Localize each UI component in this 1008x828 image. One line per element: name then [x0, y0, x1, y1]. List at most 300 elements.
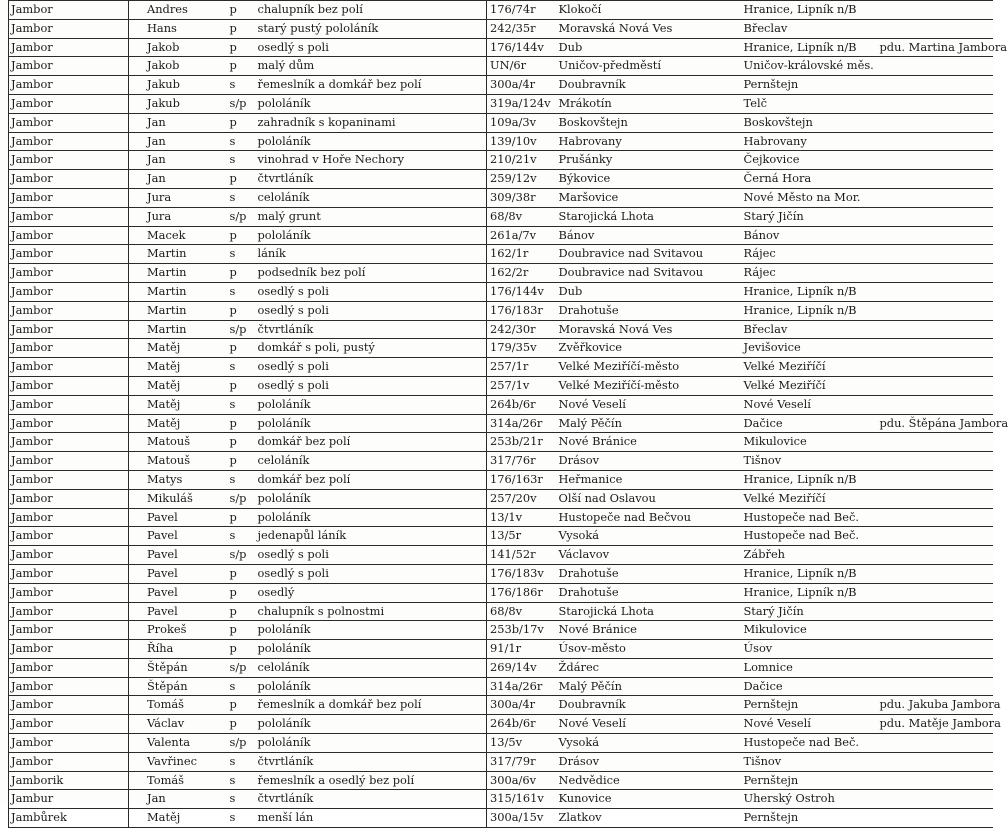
note-cell — [868, 339, 993, 358]
first-name-cell: Martin — [129, 301, 226, 320]
property-cell: vinohrad v Hoře Nechory — [254, 151, 487, 170]
reference-cell: 300a/4r — [487, 76, 557, 95]
surname-cell: Jambor — [9, 489, 129, 508]
note-cell — [868, 320, 993, 339]
table-row — [9, 696, 993, 715]
status-cell: s — [226, 771, 254, 790]
reference-cell: 179/35v — [487, 339, 557, 358]
note-cell — [868, 57, 993, 76]
surname-cell: Jambor — [9, 19, 129, 38]
table-row — [9, 132, 993, 151]
first-name-cell: Pavel — [129, 546, 226, 565]
surname-cell: Jambor — [9, 282, 129, 301]
first-name-cell: Matouš — [129, 433, 226, 452]
table-row — [9, 264, 993, 283]
table-row — [9, 207, 993, 226]
district-cell: Starý Jičín — [742, 207, 868, 226]
status-cell: p — [226, 1, 254, 20]
table-row — [9, 339, 993, 358]
status-cell: p — [226, 19, 254, 38]
status-cell: p — [226, 301, 254, 320]
reference-cell: 269/14v — [487, 658, 557, 677]
district-cell: Starý Jičín — [742, 602, 868, 621]
property-cell: čtvrtláník — [254, 170, 487, 189]
property-cell: osedlý s poli — [254, 358, 487, 377]
note-cell — [868, 113, 993, 132]
status-cell: s/p — [226, 207, 254, 226]
surname-cell: Jambor — [9, 677, 129, 696]
surname-cell: Jambor — [9, 546, 129, 565]
first-name-cell: Václav — [129, 715, 226, 734]
first-name-cell: Andres — [129, 1, 226, 20]
property-cell: pololáník — [254, 489, 487, 508]
surname-cell: Jambor — [9, 433, 129, 452]
first-name-cell: Jura — [129, 207, 226, 226]
reference-cell: 162/2r — [487, 264, 557, 283]
surname-cell: Jambor — [9, 658, 129, 677]
table-row — [9, 376, 993, 395]
place-cell: Doubravice nad Svitavou — [557, 264, 742, 283]
table-row — [9, 301, 993, 320]
note-cell — [868, 734, 993, 753]
property-cell: osedlý s poli — [254, 546, 487, 565]
place-cell: Doubravník — [557, 76, 742, 95]
note-cell — [868, 226, 993, 245]
first-name-cell: Jakob — [129, 38, 226, 57]
district-cell: Velké Meziříčí — [742, 358, 868, 377]
property-cell: čtvrtláník — [254, 320, 487, 339]
table-row — [9, 94, 993, 113]
reference-cell: 162/1r — [487, 245, 557, 264]
surname-cell: Jambor — [9, 339, 129, 358]
property-cell: pololáník — [254, 414, 487, 433]
status-cell: p — [226, 38, 254, 57]
place-cell: Nové Veselí — [557, 395, 742, 414]
note-cell — [868, 301, 993, 320]
property-cell: domkář s poli, pustý — [254, 339, 487, 358]
reference-cell: 309/38r — [487, 188, 557, 207]
surname-cell: Jambor — [9, 170, 129, 189]
note-cell — [868, 1, 993, 20]
note-cell — [868, 771, 993, 790]
place-cell: Dub — [557, 282, 742, 301]
property-cell: osedlý s poli — [254, 564, 487, 583]
reference-cell: 139/10v — [487, 132, 557, 151]
surname-cell: Jambor — [9, 245, 129, 264]
note-cell: pdu. Štěpána Jambora — [868, 414, 993, 433]
district-cell: Hranice, Lipník n/B — [742, 301, 868, 320]
place-cell: Hustopeče nad Bečvou — [557, 508, 742, 527]
table-row — [9, 38, 993, 57]
district-cell: Břeclav — [742, 320, 868, 339]
place-cell: Velké Meziříčí-město — [557, 358, 742, 377]
first-name-cell: Jakub — [129, 76, 226, 95]
note-cell — [868, 621, 993, 640]
reference-cell: 176/144v — [487, 38, 557, 57]
register-table — [8, 0, 1008, 828]
reference-cell: 259/12v — [487, 170, 557, 189]
note-cell — [868, 395, 993, 414]
district-cell: Velké Meziříčí — [742, 376, 868, 395]
property-cell: malý grunt — [254, 207, 487, 226]
note-cell — [868, 790, 993, 809]
first-name-cell: Matouš — [129, 452, 226, 471]
surname-cell: Jambor — [9, 696, 129, 715]
note-cell — [868, 188, 993, 207]
status-cell: p — [226, 376, 254, 395]
reference-cell: 176/74r — [487, 1, 557, 20]
property-cell: celoláník — [254, 658, 487, 677]
reference-cell: 257/1v — [487, 376, 557, 395]
place-cell: Olší nad Oslavou — [557, 489, 742, 508]
place-cell: Nové Bránice — [557, 433, 742, 452]
status-cell: s — [226, 809, 254, 828]
reference-cell: 13/5v — [487, 734, 557, 753]
first-name-cell: Jan — [129, 113, 226, 132]
place-cell: Ždárec — [557, 658, 742, 677]
note-cell — [868, 527, 993, 546]
status-cell: p — [226, 226, 254, 245]
place-cell: Prušánky — [557, 151, 742, 170]
district-cell: Hranice, Lipník n/B — [742, 38, 868, 57]
first-name-cell: Matěj — [129, 414, 226, 433]
surname-cell: Jambůrek — [9, 809, 129, 828]
district-cell: Telč — [742, 94, 868, 113]
status-cell: s — [226, 188, 254, 207]
status-cell: p — [226, 564, 254, 583]
status-cell: s — [226, 395, 254, 414]
property-cell: jedenapůl láník — [254, 527, 487, 546]
property-cell: pololáník — [254, 226, 487, 245]
note-cell — [868, 151, 993, 170]
district-cell: Hranice, Lipník n/B — [742, 564, 868, 583]
table-row — [9, 583, 993, 602]
status-cell: s/p — [226, 94, 254, 113]
place-cell: Drásov — [557, 452, 742, 471]
place-cell: Zvěřkovice — [557, 339, 742, 358]
first-name-cell: Pavel — [129, 564, 226, 583]
property-cell: pololáník — [254, 132, 487, 151]
table-row — [9, 282, 993, 301]
first-name-cell: Martin — [129, 245, 226, 264]
surname-cell: Jambor — [9, 564, 129, 583]
table-row — [9, 640, 993, 659]
district-cell: Hranice, Lipník n/B — [742, 1, 868, 20]
status-cell: p — [226, 621, 254, 640]
status-cell: s/p — [226, 546, 254, 565]
place-cell: Vysoká — [557, 734, 742, 753]
property-cell: chalupník bez polí — [254, 1, 487, 20]
property-cell: řemeslník a domkář bez polí — [254, 76, 487, 95]
district-cell: Uničov-královské měs. — [742, 57, 868, 76]
table-row — [9, 508, 993, 527]
table-row — [9, 226, 993, 245]
first-name-cell: Martin — [129, 320, 226, 339]
property-cell: pololáník — [254, 508, 487, 527]
property-cell: osedlý s poli — [254, 38, 487, 57]
note-cell — [868, 546, 993, 565]
property-cell: láník — [254, 245, 487, 264]
reference-cell: 261a/7v — [487, 226, 557, 245]
first-name-cell: Tomáš — [129, 696, 226, 715]
table-row — [9, 677, 993, 696]
note-cell — [868, 76, 993, 95]
status-cell: p — [226, 170, 254, 189]
status-cell: p — [226, 339, 254, 358]
surname-cell: Jambor — [9, 470, 129, 489]
place-cell: Drahotuše — [557, 301, 742, 320]
first-name-cell: Jakob — [129, 57, 226, 76]
reference-cell: 300a/15v — [487, 809, 557, 828]
place-cell: Zlatkov — [557, 809, 742, 828]
reference-cell: 319a/124v — [487, 94, 557, 113]
place-cell: Drásov — [557, 752, 742, 771]
note-cell — [868, 207, 993, 226]
district-cell: Zábřeh — [742, 546, 868, 565]
reference-cell: 176/183r — [487, 301, 557, 320]
reference-cell: 257/20v — [487, 489, 557, 508]
property-cell: řemeslník a domkář bez polí — [254, 696, 487, 715]
first-name-cell: Říha — [129, 640, 226, 659]
district-cell: Rájec — [742, 245, 868, 264]
table-row — [9, 752, 993, 771]
table-row — [9, 76, 993, 95]
reference-cell: 317/79r — [487, 752, 557, 771]
surname-cell: Jambor — [9, 151, 129, 170]
place-cell: Drahotuše — [557, 564, 742, 583]
reference-cell: 13/5r — [487, 527, 557, 546]
surname-cell: Jambor — [9, 640, 129, 659]
surname-cell: Jambor — [9, 527, 129, 546]
reference-cell: UN/6r — [487, 57, 557, 76]
register-rows — [9, 1, 1008, 828]
surname-cell: Jambor — [9, 376, 129, 395]
place-cell: Nové Veselí — [557, 715, 742, 734]
reference-cell: 176/163r — [487, 470, 557, 489]
place-cell: Býkovice — [557, 170, 742, 189]
note-cell — [868, 489, 993, 508]
table-row — [9, 621, 993, 640]
place-cell: Starojická Lhota — [557, 602, 742, 621]
status-cell: p — [226, 583, 254, 602]
note-cell — [868, 602, 993, 621]
property-cell: pololáník — [254, 640, 487, 659]
note-cell — [868, 470, 993, 489]
surname-cell: Jambor — [9, 752, 129, 771]
reference-cell: 13/1v — [487, 508, 557, 527]
status-cell: p — [226, 508, 254, 527]
reference-cell: 257/1r — [487, 358, 557, 377]
table-row — [9, 188, 993, 207]
property-cell: osedlý s poli — [254, 301, 487, 320]
property-cell: čtvrtláník — [254, 752, 487, 771]
table-row — [9, 452, 993, 471]
status-cell: p — [226, 414, 254, 433]
reference-cell: 68/8v — [487, 602, 557, 621]
table-row — [9, 734, 993, 753]
table-row — [9, 414, 993, 433]
status-cell: p — [226, 57, 254, 76]
note-cell — [868, 433, 993, 452]
note-cell — [868, 132, 993, 151]
reference-cell: 176/144v — [487, 282, 557, 301]
surname-cell: Jambor — [9, 358, 129, 377]
place-cell: Boskovštejn — [557, 113, 742, 132]
first-name-cell: Pavel — [129, 602, 226, 621]
reference-cell: 264b/6r — [487, 395, 557, 414]
property-cell: osedlý s poli — [254, 282, 487, 301]
reference-cell: 176/186r — [487, 583, 557, 602]
status-cell: p — [226, 696, 254, 715]
status-cell: s — [226, 527, 254, 546]
district-cell: Nové Veselí — [742, 395, 868, 414]
note-cell — [868, 264, 993, 283]
note-cell — [868, 452, 993, 471]
first-name-cell: Martin — [129, 264, 226, 283]
district-cell: Jevišovice — [742, 339, 868, 358]
district-cell: Uherský Ostroh — [742, 790, 868, 809]
district-cell: Hustopeče nad Beč. — [742, 734, 868, 753]
surname-cell: Jambor — [9, 207, 129, 226]
first-name-cell: Jan — [129, 790, 226, 809]
first-name-cell: Štěpán — [129, 658, 226, 677]
district-cell: Bánov — [742, 226, 868, 245]
note-cell — [868, 170, 993, 189]
first-name-cell: Štěpán — [129, 677, 226, 696]
first-name-cell: Matěj — [129, 339, 226, 358]
status-cell: p — [226, 715, 254, 734]
property-cell: chalupník s polnostmi — [254, 602, 487, 621]
district-cell: Dačice — [742, 677, 868, 696]
place-cell: Václavov — [557, 546, 742, 565]
status-cell: s — [226, 790, 254, 809]
surname-cell: Jambor — [9, 414, 129, 433]
note-cell — [868, 376, 993, 395]
note-cell: pdu. Matěje Jambora — [868, 715, 993, 734]
table-row — [9, 113, 993, 132]
district-cell: Hranice, Lipník n/B — [742, 470, 868, 489]
district-cell: Boskovštejn — [742, 113, 868, 132]
district-cell: Tišnov — [742, 452, 868, 471]
status-cell: s — [226, 752, 254, 771]
surname-cell: Jambor — [9, 226, 129, 245]
note-cell — [868, 282, 993, 301]
note-cell — [868, 583, 993, 602]
status-cell: s/p — [226, 658, 254, 677]
first-name-cell: Matěj — [129, 395, 226, 414]
first-name-cell: Matys — [129, 470, 226, 489]
district-cell: Čejkovice — [742, 151, 868, 170]
note-cell — [868, 752, 993, 771]
surname-cell: Jamborik — [9, 771, 129, 790]
table-row — [9, 395, 993, 414]
first-name-cell: Jan — [129, 151, 226, 170]
first-name-cell: Macek — [129, 226, 226, 245]
place-cell: Starojická Lhota — [557, 207, 742, 226]
property-cell: starý pustý pololáník — [254, 19, 487, 38]
first-name-cell: Tomáš — [129, 771, 226, 790]
note-cell — [868, 358, 993, 377]
surname-cell: Jambor — [9, 715, 129, 734]
table-row — [9, 245, 993, 264]
place-cell: Habrovany — [557, 132, 742, 151]
district-cell: Velké Meziříčí — [742, 489, 868, 508]
district-cell: Pernštejn — [742, 771, 868, 790]
table-row — [9, 658, 993, 677]
first-name-cell: Pavel — [129, 508, 226, 527]
place-cell: Malý Pěčín — [557, 414, 742, 433]
place-cell: Moravská Nová Ves — [557, 19, 742, 38]
surname-cell: Jambor — [9, 264, 129, 283]
table-row — [9, 170, 993, 189]
reference-cell: 264b/6r — [487, 715, 557, 734]
reference-cell: 315/161v — [487, 790, 557, 809]
note-cell — [868, 94, 993, 113]
reference-cell: 314a/26r — [487, 677, 557, 696]
note-cell — [868, 677, 993, 696]
place-cell: Úsov-město — [557, 640, 742, 659]
place-cell: Dub — [557, 38, 742, 57]
status-cell: s — [226, 132, 254, 151]
first-name-cell: Jakub — [129, 94, 226, 113]
property-cell: menší lán — [254, 809, 487, 828]
status-cell: p — [226, 113, 254, 132]
reference-cell: 242/30r — [487, 320, 557, 339]
table-row — [9, 19, 993, 38]
first-name-cell: Matěj — [129, 376, 226, 395]
district-cell: Pernštejn — [742, 76, 868, 95]
district-cell: Mikulovice — [742, 433, 868, 452]
district-cell: Hranice, Lipník n/B — [742, 583, 868, 602]
table-row — [9, 358, 993, 377]
surname-cell: Jambor — [9, 734, 129, 753]
surname-cell: Jambor — [9, 57, 129, 76]
note-cell — [868, 640, 993, 659]
reference-cell: 317/76r — [487, 452, 557, 471]
district-cell: Hustopeče nad Beč. — [742, 527, 868, 546]
district-cell: Nové Veselí — [742, 715, 868, 734]
surname-cell: Jambor — [9, 188, 129, 207]
reference-cell: 141/52r — [487, 546, 557, 565]
district-cell: Mikulovice — [742, 621, 868, 640]
place-cell: Nové Bránice — [557, 621, 742, 640]
place-cell: Drahotuše — [557, 583, 742, 602]
place-cell: Maršovice — [557, 188, 742, 207]
first-name-cell: Pavel — [129, 527, 226, 546]
place-cell: Moravská Nová Ves — [557, 320, 742, 339]
table-row — [9, 489, 993, 508]
surname-cell: Jambor — [9, 621, 129, 640]
note-cell — [868, 19, 993, 38]
surname-cell: Jambor — [9, 1, 129, 20]
place-cell: Kunovice — [557, 790, 742, 809]
surname-cell: Jambur — [9, 790, 129, 809]
property-cell: pololáník — [254, 621, 487, 640]
place-cell: Mrákotín — [557, 94, 742, 113]
status-cell: s — [226, 282, 254, 301]
table-row — [9, 790, 993, 809]
reference-cell: 300a/6v — [487, 771, 557, 790]
table-row — [9, 602, 993, 621]
note-cell: pdu. Martina Jambora — [868, 38, 993, 57]
note-cell: pdu. Jakuba Jambora — [868, 696, 993, 715]
district-cell: Hustopeče nad Beč. — [742, 508, 868, 527]
property-cell: pololáník — [254, 94, 487, 113]
property-cell: celoláník — [254, 188, 487, 207]
surname-cell: Jambor — [9, 583, 129, 602]
status-cell: s/p — [226, 320, 254, 339]
table-row — [9, 320, 993, 339]
